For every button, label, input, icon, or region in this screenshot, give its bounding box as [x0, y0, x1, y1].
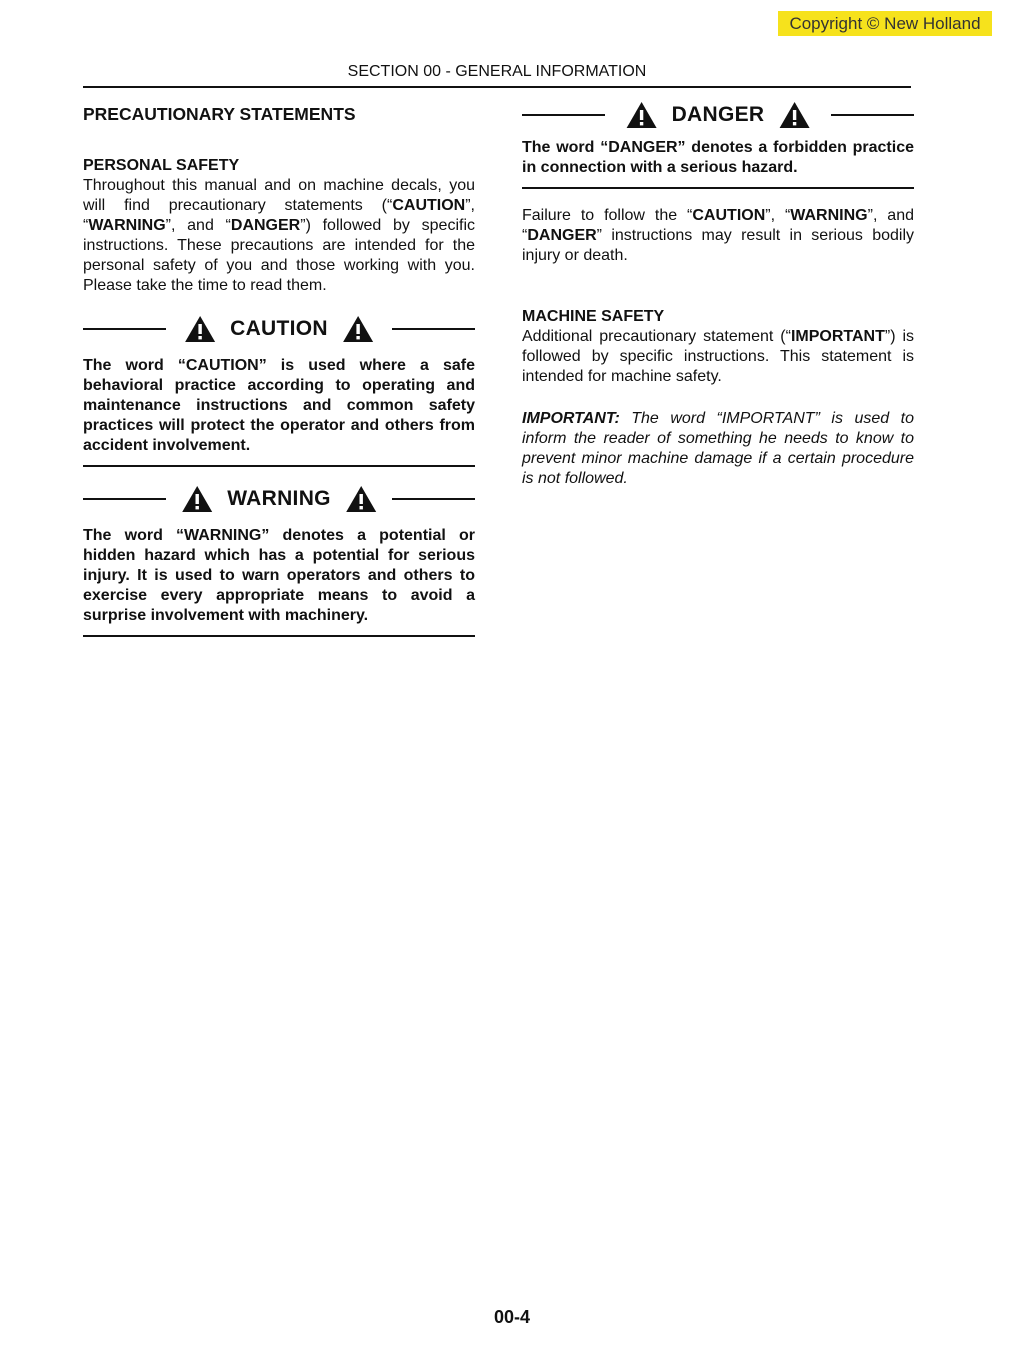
- important-note: IMPORTANT: The word “IMPORTANT” is used to inform the reader of something he needs to know to prevent minor machine damage if a certain procedure is not followed.: [522, 410, 914, 487]
- banner-rule: [392, 328, 475, 330]
- warning-banner: [83, 482, 475, 516]
- danger-bottom-rule: [522, 187, 914, 189]
- warning-triangle-icon: [626, 101, 658, 129]
- caution-label: CAUTION: [230, 317, 328, 340]
- danger-text: The word “DANGER” denotes a forbidden practice in connection with a serious hazard.: [522, 139, 914, 176]
- danger-label: DANGER: [671, 103, 765, 126]
- section-header: SECTION 00 - GENERAL INFORMATION: [347, 63, 647, 80]
- page-number: 00-4: [493, 1307, 531, 1327]
- failure-paragraph: Failure to follow the “CAUTION”, “WARNING”, and “DANGER” instructions may result in serious bodily injury or death.: [522, 207, 914, 264]
- personal-safety-paragraph: Throughout this manual and on machine decals, you will find precautionary statements (“CAUTION”, “WARNING”, and “DANGER”) followed by specific instructions. These precautions are intended for the personal safety of you and those working with you. Please take the time to read them.: [83, 177, 475, 294]
- banner-rule: [522, 114, 605, 116]
- page-title: PRECAUTIONARY STATEMENTS: [83, 104, 356, 124]
- warning-triangle-icon: [345, 485, 377, 513]
- caution-banner: [83, 312, 475, 346]
- right-column: [522, 100, 914, 489]
- machine-safety-paragraph: Additional precautionary statement (“IMPORTANT”) is followed by specific instructions. This statement is intended for machine safety.: [522, 328, 915, 385]
- banner-rule: [83, 328, 166, 330]
- copyright-label: Copyright © New Holland: [778, 11, 992, 36]
- warning-triangle-icon: [342, 315, 374, 343]
- caution-bottom-rule: [83, 465, 475, 467]
- personal-safety-heading: PERSONAL SAFETY: [83, 157, 240, 174]
- warning-label: WARNING: [227, 487, 331, 510]
- warning-triangle-icon: [778, 101, 810, 129]
- banner-rule: [392, 498, 475, 500]
- warning-triangle-icon: [184, 315, 216, 343]
- banner-rule: [831, 114, 914, 116]
- header-rule: [83, 86, 911, 88]
- warning-bottom-rule: [83, 635, 475, 637]
- warning-triangle-icon: [181, 485, 213, 513]
- danger-banner: [522, 98, 914, 132]
- warning-text: The word “WARNING” denotes a potential or hidden hazard which has a potential for serious injury. It is used to warn operators and others to exercise every appropriate means to avoid a surprise involvement with machinery.: [83, 527, 475, 624]
- left-column: [83, 100, 475, 637]
- caution-text: The word “CAUTION” is used where a safe behavioral practice according to operating and maintenance instructions and common safety practices will protect the operator and others from accident involvement.: [83, 357, 475, 454]
- machine-safety-heading: MACHINE SAFETY: [522, 308, 665, 325]
- banner-rule: [83, 498, 166, 500]
